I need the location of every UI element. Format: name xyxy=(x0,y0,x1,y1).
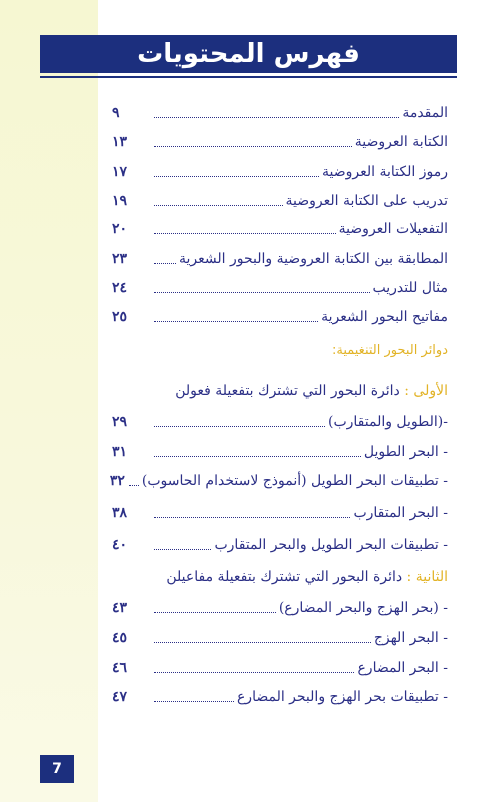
page-title: فهرس المحتويات xyxy=(137,39,360,69)
toc-entry-page: ٣٢ xyxy=(109,473,125,489)
toc-entry[interactable] xyxy=(112,499,448,523)
title-underline xyxy=(40,76,457,78)
toc-entry-page: ١٧ xyxy=(112,164,128,180)
toc-leader xyxy=(154,456,361,457)
toc-entry-title: - تطبيقات بحر الهزج والبحر المضارع xyxy=(236,689,448,705)
toc-entry-title: -(الطويل والمتقارب) xyxy=(328,414,448,430)
toc-entry-page: ١٣ xyxy=(112,134,128,150)
toc-entry[interactable] xyxy=(112,303,448,327)
group-text: دائرة البحور التي تشترك بتفعيلة مفاعيلن xyxy=(166,569,403,585)
toc-leader xyxy=(154,672,354,673)
toc-entry-page: ١٩ xyxy=(112,193,128,209)
toc-leader xyxy=(129,485,139,486)
toc-entry-page: ٢٩ xyxy=(112,414,128,430)
toc-leader xyxy=(154,321,318,322)
toc-entry[interactable] xyxy=(112,438,448,462)
left-color-band xyxy=(0,0,98,802)
toc-entry-title: - البحر الطويل xyxy=(363,444,448,460)
toc-entry-title: الكتابة العروضية xyxy=(354,134,448,150)
toc-entry-title: رموز الكتابة العروضية xyxy=(322,164,448,180)
toc-leader xyxy=(154,146,352,147)
toc-entry[interactable] xyxy=(112,594,448,618)
toc-leader xyxy=(154,701,234,702)
toc-entry-title: - تطبيقات البحر الطويل (أنموذج لاستخدام الحاسوب) xyxy=(141,473,448,489)
toc-leader xyxy=(154,233,336,234)
toc-entry[interactable] xyxy=(112,624,448,648)
toc-entry[interactable] xyxy=(112,158,448,182)
toc-entry-page: ٩ xyxy=(112,105,120,121)
toc-entry-title: المقدمة xyxy=(402,105,448,121)
toc-entry[interactable] xyxy=(112,683,448,707)
toc-entry-title: - تطبيقات البحر الطويل والبحر المتقارب xyxy=(214,537,448,553)
toc-leader xyxy=(154,263,176,264)
toc-leader xyxy=(154,517,350,518)
group-heading-second xyxy=(166,569,448,585)
toc-leader xyxy=(154,426,325,427)
toc-entry-title: - (بحر الهزج والبحر المضارع) xyxy=(278,600,448,616)
toc-entry-title: - البحر الهزج xyxy=(373,630,448,646)
toc-entry[interactable] xyxy=(112,128,448,152)
toc-entry[interactable] xyxy=(112,99,448,123)
toc-entry-title: - البحر المضارع xyxy=(357,660,448,676)
group-label: الثانية : xyxy=(406,569,448,585)
toc-leader xyxy=(154,549,211,550)
toc-entry-title: مفاتيح البحور الشعرية xyxy=(321,309,448,325)
toc-entry-page: ٢٣ xyxy=(112,251,128,267)
toc-entry[interactable] xyxy=(112,274,448,298)
toc-entry[interactable] xyxy=(112,654,448,678)
toc-entry-page: ٣١ xyxy=(112,444,128,460)
toc-entry-page: ٢٥ xyxy=(112,309,128,325)
toc-entry-title: المطابقة بين الكتابة العروضية والبحور الشعرية xyxy=(178,251,448,267)
group-label: الأولى : xyxy=(404,383,448,399)
section-heading: دوائر البحور التنغيمية: xyxy=(331,343,448,358)
toc-leader xyxy=(154,205,283,206)
toc-leader xyxy=(154,176,319,177)
toc-leader xyxy=(154,292,370,293)
toc-entry-title: التفعيلات العروضية xyxy=(338,221,448,237)
toc-entry-page: ٤٦ xyxy=(112,660,128,676)
toc-entry[interactable] xyxy=(112,531,448,555)
toc-entry-page: ٤٥ xyxy=(112,630,128,646)
toc-entry-title: - البحر المتقارب xyxy=(353,505,448,521)
toc-entry-page: ٢٤ xyxy=(112,280,128,296)
toc-leader xyxy=(154,642,371,643)
toc-entry-title: تدريب على الكتابة العروضية xyxy=(285,193,448,209)
toc-entry-page: ٤٣ xyxy=(112,600,128,616)
toc-entry[interactable] xyxy=(112,245,448,269)
toc-entry-page: ٤٠ xyxy=(112,537,128,553)
toc-entry[interactable] xyxy=(112,215,448,239)
title-bar xyxy=(40,35,457,73)
group-heading-first xyxy=(175,383,448,399)
toc-entry[interactable] xyxy=(112,187,448,211)
toc-leader xyxy=(154,117,399,118)
toc-entry-page: ٤٧ xyxy=(112,689,128,705)
toc-entry[interactable] xyxy=(112,408,448,432)
page-number-badge: 7 xyxy=(40,755,74,783)
toc-entry-title: مثال للتدريب xyxy=(372,280,448,296)
toc-leader xyxy=(154,612,276,613)
group-text: دائرة البحور التي تشترك بتفعيلة فعولن xyxy=(175,383,400,399)
toc-entry-page: ٣٨ xyxy=(112,505,128,521)
toc-entry[interactable] xyxy=(109,467,448,491)
toc-entry-page: ٢٠ xyxy=(112,221,128,237)
